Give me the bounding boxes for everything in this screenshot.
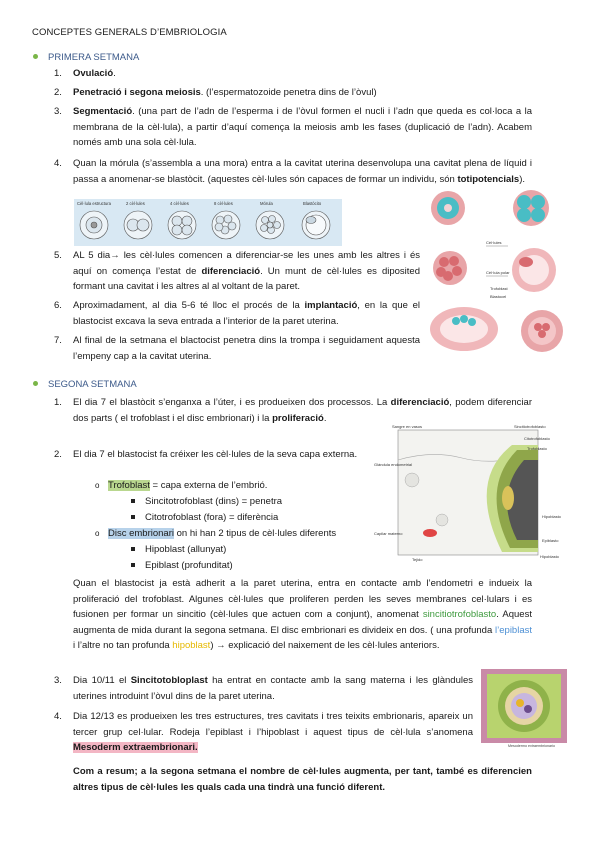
- sub-sub-item: Sincitotrofoblast (dins) = penetra: [145, 494, 282, 510]
- stage-morula: [256, 211, 284, 239]
- svg-text:Sangre en vasos: Sangre en vasos: [392, 424, 423, 429]
- stage-label: 4 cèl·lules: [170, 201, 189, 206]
- sub-item-disc: o Disc embrionari on hi han 2 tipus de cèl·lules diferents: [95, 528, 337, 539]
- blastocyst-figure: [426, 186, 571, 366]
- svg-text:Hipoblasto: Hipoblasto: [542, 514, 561, 519]
- list-item: 1. Ovulació.: [54, 68, 116, 79]
- list-item: 4. Quan la mórula (s’assembla a una mora) entra a la cavitat uterina desenvolupa una cavitat plena de líquid i passa a anomenar-se blastòcit. (aquestes cèl·lules són capaces de formar un individu, són totipotencials).: [54, 158, 532, 185]
- cell-e: [430, 307, 498, 351]
- list-item: 6. Aproximadament, al dia 5-6 té lloc el procés de la implantació, en la que el blastocist excava la seva entrada a l’interior de la paret uterina.: [54, 300, 420, 327]
- image-caption: Mesodermo extraembrionario: [508, 744, 555, 748]
- implantation-diagram: [372, 420, 568, 570]
- section-heading-week2: SEGONA SETMANA: [33, 379, 137, 390]
- stage-label: Blastòcito: [303, 201, 322, 206]
- cell-d: [512, 248, 556, 292]
- stage-label: 8 cèl·lules: [214, 201, 233, 206]
- svg-text:Citotrofoblasto: Citotrofoblasto: [524, 436, 550, 441]
- svg-text:Sincitiotrofoblasto: Sincitiotrofoblasto: [514, 424, 546, 429]
- list-item: 3. Dia 10/11 el Sincitotobloplast ha entrat en contacte amb la sang materna i les glàndules uterines introduint l’òvul dins de la paret uterina.: [54, 675, 474, 702]
- sub-item-trofoblast: o Trofoblast = capa externa de l’embrió.: [95, 480, 268, 491]
- list-item: 1. El dia 7 el blastòcit s’enganxa a l’úter, i es produeixen dos processos. La diferenciació, podem diferenciar dos parts ( el trofoblast i el disc embrionari) i la proliferació.: [54, 397, 532, 424]
- svg-text:Trofoblast: Trofoblast: [490, 286, 508, 291]
- section-heading-week1: PRIMERA SETMANA: [33, 52, 139, 63]
- svg-text:Blastocel: Blastocel: [490, 294, 507, 299]
- svg-text:Cèl·lula polar: Cèl·lula polar: [486, 270, 510, 275]
- stage-8: [212, 211, 240, 239]
- bullet-dot: [33, 381, 38, 386]
- stage-1: [80, 211, 108, 239]
- cell-b: [513, 190, 549, 226]
- cell-a: [431, 191, 465, 225]
- svg-text:Glándula endometrial: Glándula endometrial: [374, 462, 413, 467]
- stage-label: 2 cèl·lules: [126, 201, 145, 206]
- list-item: 7. Al final de la setmana el blactocist penetra dins la trompa i seguidament aquesta l’empeny cap a la cavitat uterina.: [54, 335, 420, 362]
- stage-blastocyst: [302, 211, 330, 239]
- svg-text:Trofoblasto: Trofoblasto: [527, 446, 547, 451]
- list-item: 2. Penetració i segona meiosis. (l’espermatozoide penetra dins de l’òvul): [54, 87, 377, 98]
- svg-text:Hipoblasto: Hipoblasto: [540, 554, 559, 559]
- cell-c: [433, 251, 467, 285]
- list-item: 3. Segmentació. (una part de l’adn de l’esperma i de l’òvul formen el nucli i l’adn que queda es col·loca a la membrana de la cèl·lula), a partir d’aquí comença la meiosis amb les fases (duplicació de l’adn). Acabem només amb una sola cèl·lula.: [54, 106, 532, 148]
- summary-paragraph: Com a resum; a la segona setmana el nombre de cèl·lules augmenta, per tant, també es diferencien altres tipus de cèl·lules les quals cada una tindrà una funció diferent.: [73, 766, 532, 793]
- svg-text:Capilar materno: Capilar materno: [374, 531, 403, 536]
- mesoderm-image: [481, 669, 567, 743]
- paragraph-implantation: Quan el blastocist ja està adherit a la paret uterina, entra en contacte amb l’endometri e indueix la proliferació del trofoblast. Algunes cèl·lules que proliferen perden les seves membranes cel·lulars i es fusionen per formar un sincitio (cèl·lules que actuen com a conjunt), anomenat sincitiotrofoblasto. Aquest augmenta de mida durant la segona setmana. El disc embrionari es divideix en dos. ( una profunda l’epiblast i l’altre no tan profunda hipoblast) → explicació del naixement de les cèl·lules anteriors.: [73, 578, 532, 651]
- stage-label: Mórula: [260, 201, 273, 206]
- svg-text:Cèl·lules: Cèl·lules: [486, 240, 502, 245]
- sub-sub-item: Citotrofoblast (fora) = diferència: [145, 510, 278, 526]
- cell-f: [521, 310, 563, 352]
- svg-text:Tejido: Tejido: [412, 557, 423, 562]
- stage-label: Cèl·lula estructura: [77, 201, 111, 206]
- bullet-dot: [33, 54, 38, 59]
- stage-2: [124, 211, 152, 239]
- cleavage-stages-figure: [74, 199, 342, 246]
- list-item: 2. El dia 7 el blastocist fa créixer les cèl·lules de la seva capa externa.: [54, 449, 358, 460]
- list-item: 4. Dia 12/13 es produeixen les tres estructures, tres cavitats i tres teixits embrionaris, apareix un tercer grup cel·lular. Rodeja l’epiblast i l’hipoblast i aquest tipus de cèl·lula s’anomena Mesoderm extraembrionari.: [54, 711, 473, 753]
- sub-sub-item: Hipoblast (allunyat): [145, 542, 226, 558]
- list-item: 5. AL 5 dia→ les cèl·lules comencen a diferenciar-se les unes amb les altres i és aquí on comença l’estat de diferenciació. Un munt de cèl·lules es diposited formant una cavitat i les altres al al voltant de la paret.: [54, 250, 420, 292]
- stage-4: [168, 211, 196, 239]
- svg-text:Epiblasto: Epiblasto: [542, 538, 559, 543]
- sub-sub-item: Epiblast (profunditat): [145, 558, 233, 574]
- page-title: CONCEPTES GENERALS D’EMBRIOLOGIA: [32, 27, 227, 38]
